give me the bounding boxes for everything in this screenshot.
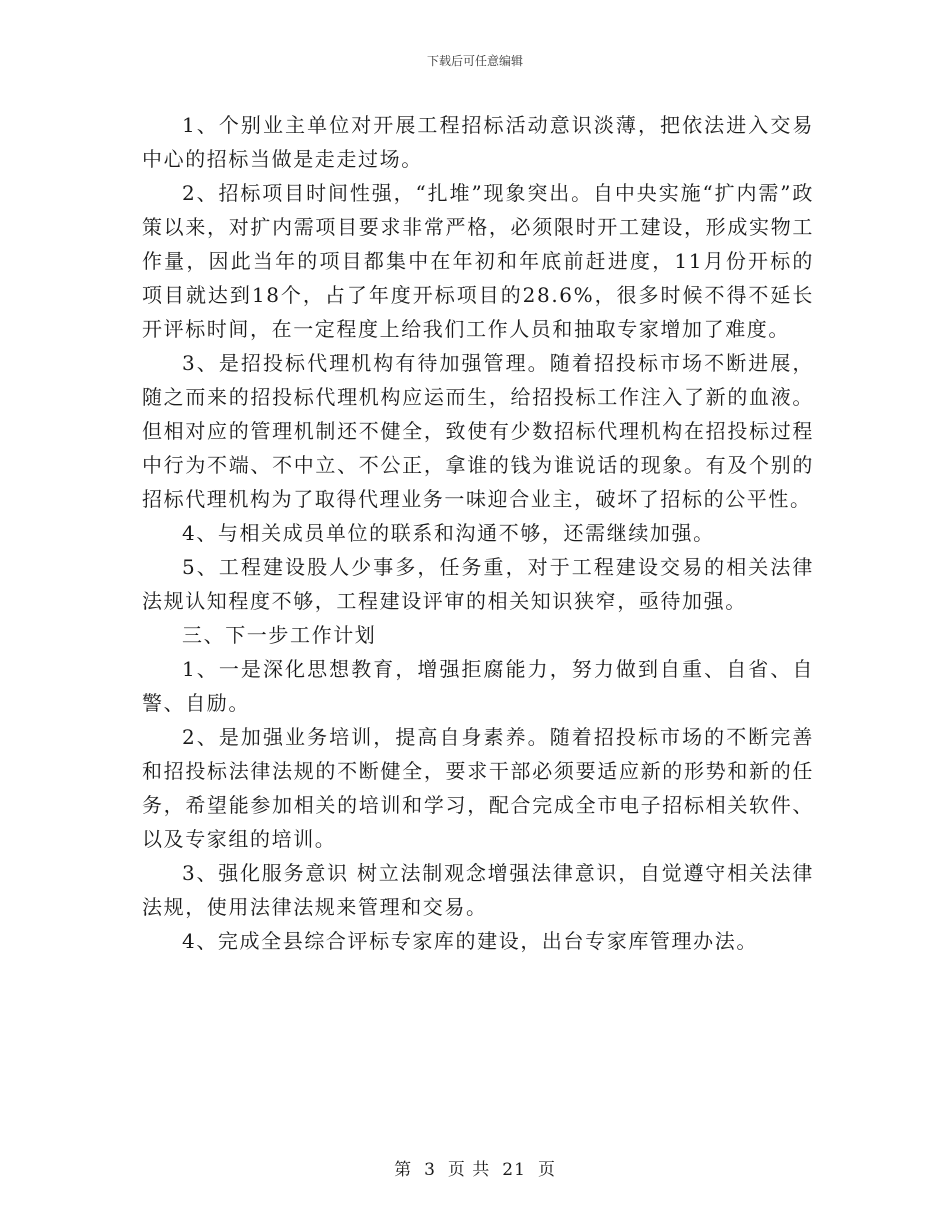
- footer-suffix: 页: [537, 1160, 556, 1180]
- section-heading-next-plan: 三、下一步工作计划: [182, 623, 377, 647]
- page-footer: [0, 1155, 950, 1180]
- footer-prefix: 第: [394, 1160, 413, 1180]
- paragraph-issue-5: 5、工程建设股人少事多，任务重，对于工程建设交易的相关法律法规认知程度不够，工程建设评审的相关知识狭窄，亟待加强。: [142, 555, 814, 613]
- footer-middle: 页 共: [447, 1160, 491, 1180]
- paragraph-plan-2: 2、是加强业务培训，提高自身素养。随着招投标市场的不断完善和招投标法律法规的不断健全，要求干部必须要适应新的形势和新的任务，希望能参加相关的培训和学习，配合完成全市电子招标相关软件、以及专家组的培训。: [142, 725, 814, 851]
- paragraph-issue-2: 2、招标项目时间性强，“扎堆”现象突出。自中央实施“扩内需”政策以来，对扩内需项目要求非常严格，必须限时开工建设，形成实物工作量，因此当年的项目都集中在年初和年底前赶进度，11月份开标的项目就达到18个，占了年度开标项目的28.6%，很多时候不得不延长开评标时间，在一定程度上给我们工作人员和抽取专家增加了难度。: [142, 181, 814, 341]
- footer-page-number: 3: [424, 1160, 436, 1180]
- paragraph-issue-1: 1、个别业主单位对开展工程招标活动意识淡薄，把依法进入交易中心的招标当做是走走过场。: [142, 113, 814, 171]
- paragraph-issue-4: 4、与相关成员单位的联系和沟通不够，还需继续加强。: [182, 521, 715, 545]
- paragraph-plan-4: 4、完成全县综合评标专家库的建设，出台专家库管理办法。: [182, 929, 758, 953]
- document-body: [142, 108, 814, 958]
- paragraph-plan-3: 3、强化服务意识 树立法制观念增强法律意识，自觉遵守相关法律法规，使用法律法规来管理和交易。: [142, 861, 814, 919]
- paragraph-plan-1: 1、一是深化思想教育，增强拒腐能力，努力做到自重、自省、自警、自励。: [142, 657, 814, 715]
- page-header: 下载后可任意编辑: [426, 54, 523, 68]
- footer-total-pages: 21: [502, 1160, 526, 1180]
- paragraph-issue-3: 3、是招投标代理机构有待加强管理。随着招投标市场不断进展，随之而来的招投标代理机构应运而生，给招投标工作注入了新的血液。但相对应的管理机制还不健全，致使有少数招标代理机构在招投标过程中行为不端、不中立、不公正，拿谁的钱为谁说话的现象。有及个别的招标代理机构为了取得代理业务一味迎合业主，破坏了招标的公平性。: [142, 351, 814, 511]
